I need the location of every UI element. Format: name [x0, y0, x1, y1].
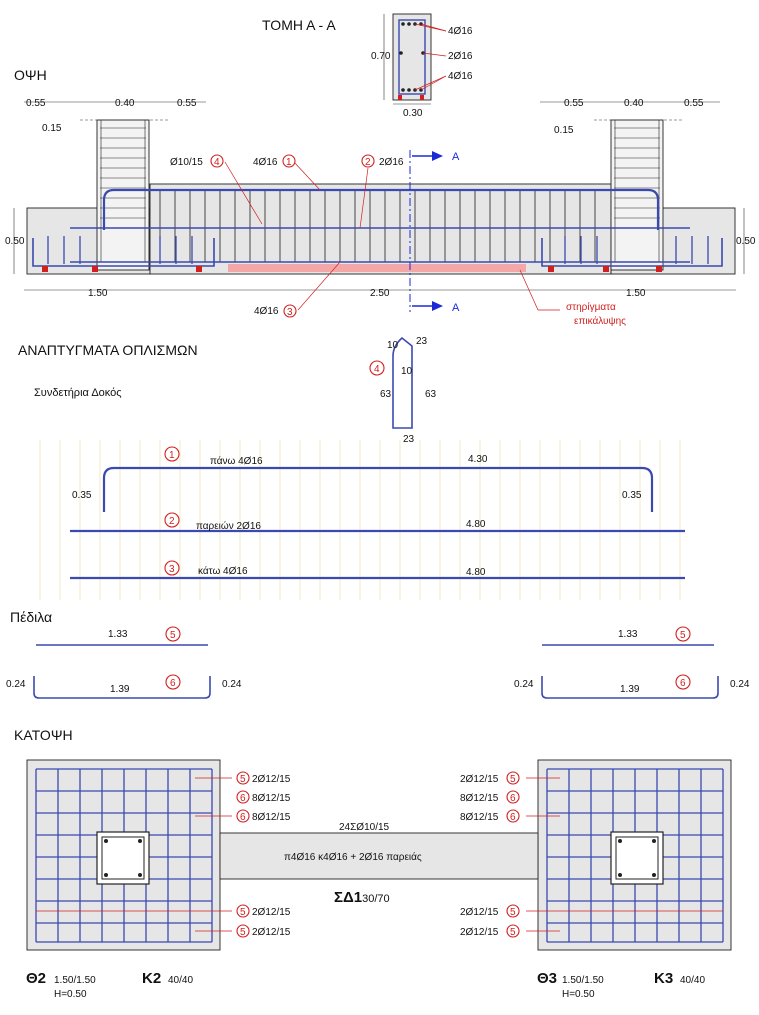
dim-top-left-2: 0.40 — [115, 98, 135, 109]
footing-left-6-right: 0.24 — [222, 679, 242, 690]
bars-title: ΑΝΑΠΤΥΓΜΑΤΑ ΟΠΛΙΣΜΩΝ — [18, 342, 198, 358]
beam-stirrups: 24ΣØ10/15 — [339, 822, 390, 833]
stirrup-bottom: 23 — [403, 434, 415, 445]
plan-right-num-4: 5 — [510, 907, 516, 918]
column-right-size: 40/40 — [680, 975, 706, 986]
footing-left-5-num: 5 — [170, 630, 176, 641]
footing-left-size: 1.50/1.50 — [54, 975, 96, 986]
footing-right-6-length: 1.39 — [620, 684, 640, 695]
plan-left-num-5: 5 — [240, 927, 246, 938]
dim-bottom-right: 1.50 — [626, 288, 646, 299]
section-detail — [384, 14, 446, 104]
section-label-bot: 4Ø16 — [448, 71, 473, 82]
plan-left-num-2: 6 — [240, 793, 246, 804]
plan-right-label-4: 2Ø12/15 — [460, 907, 499, 918]
footing-right-6-left: 0.24 — [514, 679, 534, 690]
bar-2-label: παρειών 2Ø16 — [196, 521, 261, 532]
stirrup-b: 10 — [401, 366, 413, 377]
section-mark-bottom: A — [452, 302, 460, 314]
footing-left-name: Θ2 — [26, 970, 47, 987]
dim-bottom-left: 1.50 — [88, 288, 108, 299]
callout-bar-3: 3 — [169, 564, 175, 575]
stirrup-c: 23 — [416, 336, 428, 347]
bar-2-length: 4.80 — [466, 519, 486, 530]
elevation-drawing — [14, 102, 744, 312]
guide-lines — [40, 440, 680, 600]
spacers-label-2: επικάλυψης — [574, 316, 626, 327]
dim-top-left-1: 0.55 — [26, 98, 46, 109]
column-right-name: K3 — [654, 970, 674, 987]
stirrup-shape — [393, 338, 412, 428]
stirrup-right: 63 — [425, 389, 437, 400]
footing-left-5-length: 1.33 — [108, 629, 128, 640]
bars-subtitle: Συνδετήρια Δοκός — [34, 387, 122, 399]
footing-left-height: H=0.50 — [54, 989, 87, 1000]
bar-1-length: 4.30 — [468, 454, 488, 465]
plan-right-num-2: 6 — [510, 793, 516, 804]
bar-1-right: 0.35 — [622, 490, 642, 501]
dim-height-right: 0.50 — [736, 236, 756, 247]
section-mark-top: A — [452, 151, 460, 163]
callout-bar-2: 2 — [169, 516, 175, 527]
plan-right-label-2: 8Ø12/15 — [460, 793, 499, 804]
label-side: 2Ø16 — [379, 157, 404, 168]
bar-1-label: πάνω 4Ø16 — [210, 456, 263, 467]
plan-right-num-1: 5 — [510, 774, 516, 785]
section-label-top: 4Ø16 — [448, 26, 473, 37]
plan-left-num-1: 5 — [240, 774, 246, 785]
section-label-mid: 2Ø16 — [448, 51, 473, 62]
callout-4: 4 — [214, 157, 220, 168]
plan-left-label-3: 8Ø12/15 — [252, 812, 291, 823]
beam-name: ΣΔ130/70 — [334, 889, 390, 906]
plan-right-num-5: 5 — [510, 927, 516, 938]
footing-right-6-right: 0.24 — [730, 679, 750, 690]
label-stirrup: Ø10/15 — [170, 157, 203, 168]
bar-1-shape — [104, 468, 652, 512]
plan-left-num-4: 5 — [240, 907, 246, 918]
plan-left-label-4: 2Ø12/15 — [252, 907, 291, 918]
section-height-dim: 0.70 — [371, 51, 391, 62]
footing-right-5-num: 5 — [680, 630, 686, 641]
dim-top-right-3: 0.55 — [684, 98, 704, 109]
beam-rebar: π4Ø16 κ4Ø16 + 2Ø16 παρειάς — [284, 852, 422, 863]
elevation-title: ΟΨΗ — [14, 67, 47, 83]
dim-cover-right: 0.15 — [554, 125, 574, 136]
plan-left-label-5: 2Ø12/15 — [252, 927, 291, 938]
plan-right-label-1: 2Ø12/15 — [460, 774, 499, 785]
footing-right-6-num: 6 — [680, 678, 686, 689]
stirrup-left: 63 — [380, 389, 392, 400]
footing-right-name: Θ3 — [537, 970, 558, 987]
dim-height-left: 0.50 — [5, 236, 25, 247]
dim-bottom-mid: 2.50 — [370, 288, 390, 299]
footing-left-6-left: 0.24 — [6, 679, 26, 690]
plan-left-label-2: 8Ø12/15 — [252, 793, 291, 804]
plan-title: ΚΑΤΟΨΗ — [14, 727, 73, 743]
footing-right-size: 1.50/1.50 — [562, 975, 604, 986]
footing-left-6-num: 6 — [170, 678, 176, 689]
dim-top-right-2: 0.40 — [624, 98, 644, 109]
section-title: ΤΟΜΗ Α - Α — [262, 17, 336, 33]
plan-right-label-5: 2Ø12/15 — [460, 927, 499, 938]
stirrup-a: 10 — [387, 340, 399, 351]
bar-3-label: κάτω 4Ø16 — [198, 566, 248, 577]
section-width-dim: 0.30 — [403, 108, 423, 119]
dim-top-right-1: 0.55 — [564, 98, 584, 109]
plan-left-label-1: 2Ø12/15 — [252, 774, 291, 785]
bar-1-left: 0.35 — [72, 490, 92, 501]
column-left-name: K2 — [142, 970, 162, 987]
column-left-size: 40/40 — [168, 975, 194, 986]
footings-title: Πέδιλα — [10, 609, 53, 625]
callout-4-stirrup: 4 — [374, 364, 380, 375]
label-top: 4Ø16 — [253, 157, 278, 168]
footing-right-5-length: 1.33 — [618, 629, 638, 640]
spacers-label-1: στηρίγματα — [566, 302, 616, 313]
plan-left-num-3: 6 — [240, 812, 246, 823]
callout-bar-1: 1 — [169, 450, 175, 461]
plan-right-label-3: 8Ø12/15 — [460, 812, 499, 823]
dim-cover-left: 0.15 — [42, 123, 62, 134]
callout-2: 2 — [365, 157, 371, 168]
callout-1: 1 — [286, 157, 292, 168]
label-bottom: 4Ø16 — [254, 306, 279, 317]
footing-left-6-length: 1.39 — [110, 684, 130, 695]
footing-right-height: H=0.50 — [562, 989, 595, 1000]
bar-3-length: 4.80 — [466, 567, 486, 578]
dim-top-left-3: 0.55 — [177, 98, 197, 109]
callout-3: 3 — [287, 307, 293, 318]
plan-right-num-3: 6 — [510, 812, 516, 823]
